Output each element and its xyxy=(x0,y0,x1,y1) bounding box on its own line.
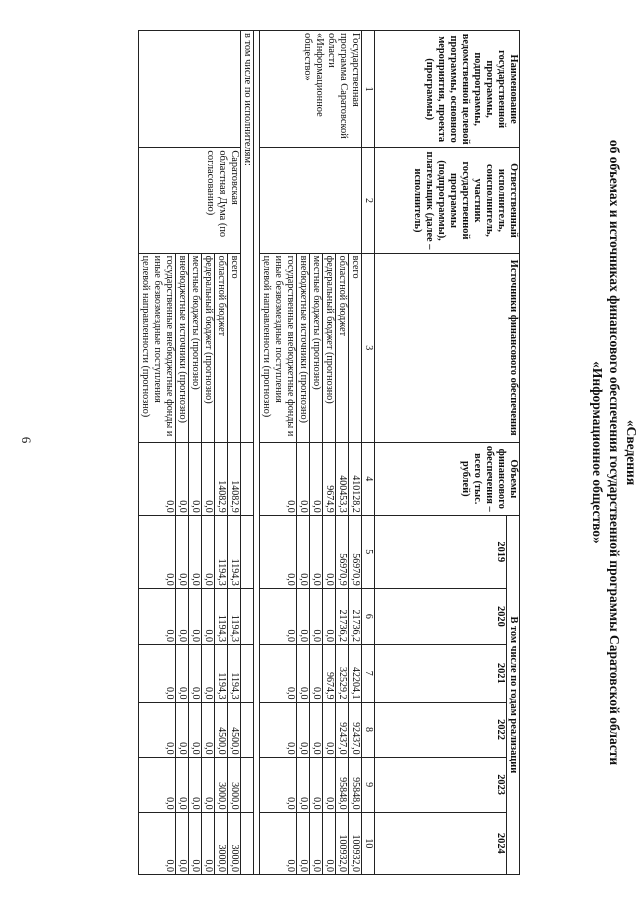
value-year: 0,0 xyxy=(310,645,323,702)
value-year: 0,0 xyxy=(202,812,215,874)
program-name: Государственная программа Саратовской области «Информационное общество» xyxy=(260,31,362,148)
value-total: 9674,9 xyxy=(323,442,336,515)
value-year: 0,0 xyxy=(297,645,310,702)
value-year: 0,0 xyxy=(176,588,189,644)
program-row xyxy=(349,31,362,875)
value-year: 0,0 xyxy=(260,645,297,702)
column-number: 1 xyxy=(362,31,375,148)
value-year: 0,0 xyxy=(139,588,176,644)
executors-subheader-row xyxy=(241,31,254,875)
column-numbers-row xyxy=(362,31,375,875)
value-year: 9674,9 xyxy=(323,645,336,702)
value-year: 0,0 xyxy=(323,757,336,812)
value-year: 1194,3 xyxy=(228,645,241,702)
value-year: 21736,2 xyxy=(336,588,349,644)
value-year: 0,0 xyxy=(297,757,310,812)
value-year: 3000,0 xyxy=(228,757,241,812)
value-year: 0,0 xyxy=(139,515,176,588)
value-year: 0,0 xyxy=(260,588,297,644)
value-year: 0,0 xyxy=(260,812,297,874)
value-total: 410128,2 xyxy=(349,442,362,515)
value-year: 0,0 xyxy=(189,702,202,757)
value-year: 0,0 xyxy=(260,757,297,812)
document-title xyxy=(589,30,640,875)
header-year: 2020 xyxy=(375,588,507,644)
value-year: 0,0 xyxy=(297,588,310,644)
value-year: 0,0 xyxy=(202,645,215,702)
source-label: всего xyxy=(228,253,241,442)
source-label: всего xyxy=(349,253,362,442)
value-year: 0,0 xyxy=(139,702,176,757)
column-number: 6 xyxy=(362,588,375,644)
spacer-row xyxy=(254,31,260,875)
value-year: 0,0 xyxy=(189,588,202,644)
value-year: 0,0 xyxy=(139,757,176,812)
header-program-name: Наименование государственной программы, подпрограммы, ведомственной целевой программы, основного мероприятия, проекта (программы) xyxy=(375,31,520,148)
value-year: 0,0 xyxy=(297,812,310,874)
header-year: 2024 xyxy=(375,812,507,874)
title-line-3: «Информационное общество» xyxy=(590,361,605,544)
value-total: 14082,9 xyxy=(215,442,228,515)
header-sources: Источники финансового обеспечения xyxy=(375,253,520,442)
column-number: 4 xyxy=(362,442,375,515)
value-year: 0,0 xyxy=(323,812,336,874)
header-year: 2022 xyxy=(375,702,507,757)
source-label: местные бюджеты (прогнозно) xyxy=(310,253,323,442)
value-year: 4500,0 xyxy=(228,702,241,757)
value-year: 0,0 xyxy=(323,702,336,757)
value-total: 0,0 xyxy=(139,442,176,515)
header-row xyxy=(507,31,520,875)
value-year: 0,0 xyxy=(297,702,310,757)
value-year: 3000,0 xyxy=(215,812,228,874)
header-total-volume: Объемы финансового обеспечения – всего (тыс. рублей) xyxy=(375,442,520,515)
executors-subheader: в том числе по исполнителям: xyxy=(241,31,254,443)
value-year: 0,0 xyxy=(310,588,323,644)
value-total: 14082,9 xyxy=(228,442,241,515)
value-year: 0,0 xyxy=(176,702,189,757)
value-total: 0,0 xyxy=(310,442,323,515)
value-total: 400453,3 xyxy=(336,442,349,515)
column-number: 8 xyxy=(362,702,375,757)
executor-name: Саратовская областная Дума (по согласованию) xyxy=(139,148,241,253)
financing-table xyxy=(138,30,520,875)
value-year: 21736,2 xyxy=(349,588,362,644)
page-number: 6 xyxy=(19,436,34,444)
value-year: 1194,3 xyxy=(215,515,228,588)
source-label: местные бюджеты (прогнозно) xyxy=(189,253,202,442)
value-year: 100932,0 xyxy=(336,812,349,874)
value-year: 0,0 xyxy=(189,515,202,588)
value-year: 0,0 xyxy=(202,515,215,588)
header-year: 2019 xyxy=(375,515,507,588)
value-year: 0,0 xyxy=(176,515,189,588)
value-year: 0,0 xyxy=(139,812,176,874)
value-year: 32529,2 xyxy=(336,645,349,702)
value-year: 4500,0 xyxy=(215,702,228,757)
source-label: государственные внебюджетные фонды и иные безвозмездные поступления целевой направленности (прогнозно) xyxy=(260,253,297,442)
value-year: 0,0 xyxy=(176,645,189,702)
header-executor: Ответственный исполнитель, соисполнитель, участник государственной программы (подпрограммы), плательщик (далее – исполнитель) xyxy=(375,148,520,253)
value-year: 0,0 xyxy=(189,757,202,812)
value-year: 56970,9 xyxy=(349,515,362,588)
value-year: 95848,0 xyxy=(336,757,349,812)
source-label: внебюджетные источники (прогнозно) xyxy=(297,253,310,442)
source-label: областной бюджет xyxy=(336,253,349,442)
value-year: 0,0 xyxy=(310,702,323,757)
value-year: 3000,0 xyxy=(215,757,228,812)
value-year: 100932,0 xyxy=(349,812,362,874)
program-executor-empty xyxy=(260,148,362,253)
value-year: 1194,3 xyxy=(215,588,228,644)
column-number: 3 xyxy=(362,253,375,442)
value-year: 42204,1 xyxy=(349,645,362,702)
value-year: 0,0 xyxy=(260,702,297,757)
value-year: 95848,0 xyxy=(349,757,362,812)
value-year: 3000,0 xyxy=(228,812,241,874)
header-years-group: В том числе по годам реализации xyxy=(507,515,520,874)
column-number: 9 xyxy=(362,757,375,812)
title-line-1: «Сведения xyxy=(624,419,639,486)
value-year: 0,0 xyxy=(260,515,297,588)
header-year: 2023 xyxy=(375,757,507,812)
rotated-page xyxy=(28,0,640,905)
value-year: 0,0 xyxy=(323,588,336,644)
value-year: 0,0 xyxy=(297,515,310,588)
source-label: внебюджетные источники (прогнозно) xyxy=(176,253,189,442)
value-year: 0,0 xyxy=(202,702,215,757)
value-year: 0,0 xyxy=(202,757,215,812)
value-year: 0,0 xyxy=(323,515,336,588)
value-total: 0,0 xyxy=(202,442,215,515)
value-year: 0,0 xyxy=(189,645,202,702)
executor-program-empty xyxy=(139,31,241,148)
value-year: 0,0 xyxy=(310,812,323,874)
value-year: 92437,0 xyxy=(349,702,362,757)
value-year: 0,0 xyxy=(176,757,189,812)
value-year: 1194,3 xyxy=(215,645,228,702)
column-number: 10 xyxy=(362,812,375,874)
value-year: 0,0 xyxy=(176,812,189,874)
executor-row xyxy=(228,31,241,875)
value-total: 0,0 xyxy=(297,442,310,515)
value-year: 0,0 xyxy=(310,515,323,588)
header-year: 2021 xyxy=(375,645,507,702)
value-year: 0,0 xyxy=(310,757,323,812)
value-total: 0,0 xyxy=(189,442,202,515)
source-label: областной бюджет xyxy=(215,253,228,442)
column-number: 7 xyxy=(362,645,375,702)
title-line-2: об объемах и источниках финансового обеспечения государственной программы Саратовской области xyxy=(607,139,622,766)
source-label: федеральный бюджет (прогнозно) xyxy=(323,253,336,442)
source-label: федеральный бюджет (прогнозно) xyxy=(202,253,215,442)
value-total: 0,0 xyxy=(176,442,189,515)
value-total: 0,0 xyxy=(260,442,297,515)
value-year: 92437,0 xyxy=(336,702,349,757)
value-year: 1194,3 xyxy=(228,515,241,588)
column-number: 5 xyxy=(362,515,375,588)
value-year: 1194,3 xyxy=(228,588,241,644)
value-year: 0,0 xyxy=(202,588,215,644)
column-number: 2 xyxy=(362,148,375,253)
value-year: 0,0 xyxy=(139,645,176,702)
value-year: 56970,9 xyxy=(336,515,349,588)
value-year: 0,0 xyxy=(189,812,202,874)
source-label: государственные внебюджетные фонды и иные безвозмездные поступления целевой направленности (прогнозно) xyxy=(139,253,176,442)
